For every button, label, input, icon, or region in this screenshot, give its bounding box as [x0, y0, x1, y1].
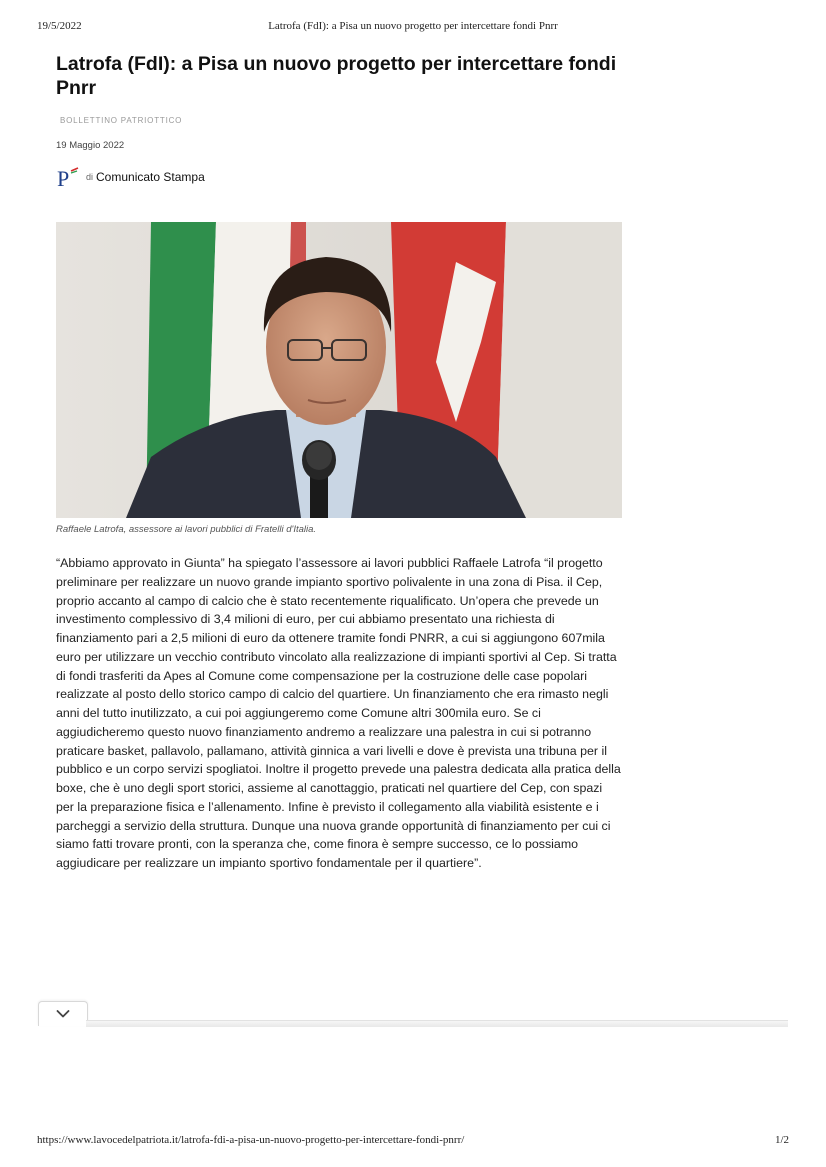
speaker-photo [56, 222, 622, 518]
author-prefix: di [86, 172, 94, 182]
svg-text:P: P [57, 166, 70, 189]
print-doc-title: Latrofa (FdI): a Pisa un nuovo progetto per intercettare fondi Pnrr [268, 20, 558, 32]
scroll-toggle-button[interactable] [38, 1001, 88, 1026]
author-link[interactable]: Comunicato Stampa [96, 170, 205, 184]
article-title: Latrofa (FdI): a Pisa un nuovo progetto per intercettare fondi Pnrr [56, 53, 617, 99]
page-number: 1/2 [774, 1134, 789, 1146]
article-body: “Abbiamo approvato in Giunta” ha spiegato l’assessore ai lavori pubblici Raffaele Latrofa “il progetto preliminare per realizzare un nuovo grande impianto sportivo polivalente in una zona di Pisa. il Cep, proprio accanto al campo di calcio che è stato recentemente riqualificato. Un’opera che prevede un investimento complessivo di 3,4 milioni di euro, per cui abbiamo presentato una richiesta di finanziamento pari a 2,5 milioni di euro da ottenere tramite fondi PNRR, a cui si aggiungono 607mila euro per utilizzare un vecchio contributo vincolato alla realizzazione di impianti sportivi al Cep. Si tratta di fondi trasferiti da Apes al Comune come compensazione per la costruzione delle case popolari realizzate al posto dello storico campo di calcio del quartiere. Un finanziamento che era rimasto negli anni del tutto inutilizzato, a cui poi aggiungeremo come Comune altri 300mila euro. Se ci aggiudicheremo questo nuovo finanziamento andremo a realizzare una palestra in cui si potranno praticare basket, pallavolo, pallamano, attività ginnica a vari livelli e dove è prevista una tribuna per il pubblico e un corpo servizi spogliatoi. Inoltre il progetto prevede una palestra dedicata alla pratica della boxe, che è uno degli sport storici, assieme al canottaggio, praticati nel quartiere del Cep, con spazi per la preparazione fisica e l’allenamento. Infine è previsto il collegamento alla viabilità esistente e i parcheggi a servizio della struttura. Dunque una nuova grande opportunità di finanziamento per cui ci siamo fatti trovare pronti, con la speranza che, come finora è sempre successo, ce lo possiamo aggiudicare per realizzare un impianto sportivo fondamentale per il quartiere”. [56, 556, 621, 870]
print-date: 19/5/2022 [37, 20, 82, 32]
category-link[interactable]: BOLLETTINO PATRIOTTICO [60, 116, 183, 125]
patriota-logo-icon [56, 165, 80, 189]
print-url: https://www.lavocedelpatriota.it/latrofa-fdi-a-pisa-un-nuovo-progetto-per-intercettare-fondi-pnrr/ [37, 1134, 465, 1146]
author-row [56, 164, 205, 190]
chevron-down-icon [56, 1009, 70, 1019]
bottom-bar-divider [86, 1020, 788, 1027]
image-caption: Raffaele Latrofa, assessore ai lavori pubblici di Fratelli d'Italia. [56, 524, 317, 535]
article-hero-image [56, 222, 622, 518]
publish-date: 19 Maggio 2022 [56, 140, 125, 151]
